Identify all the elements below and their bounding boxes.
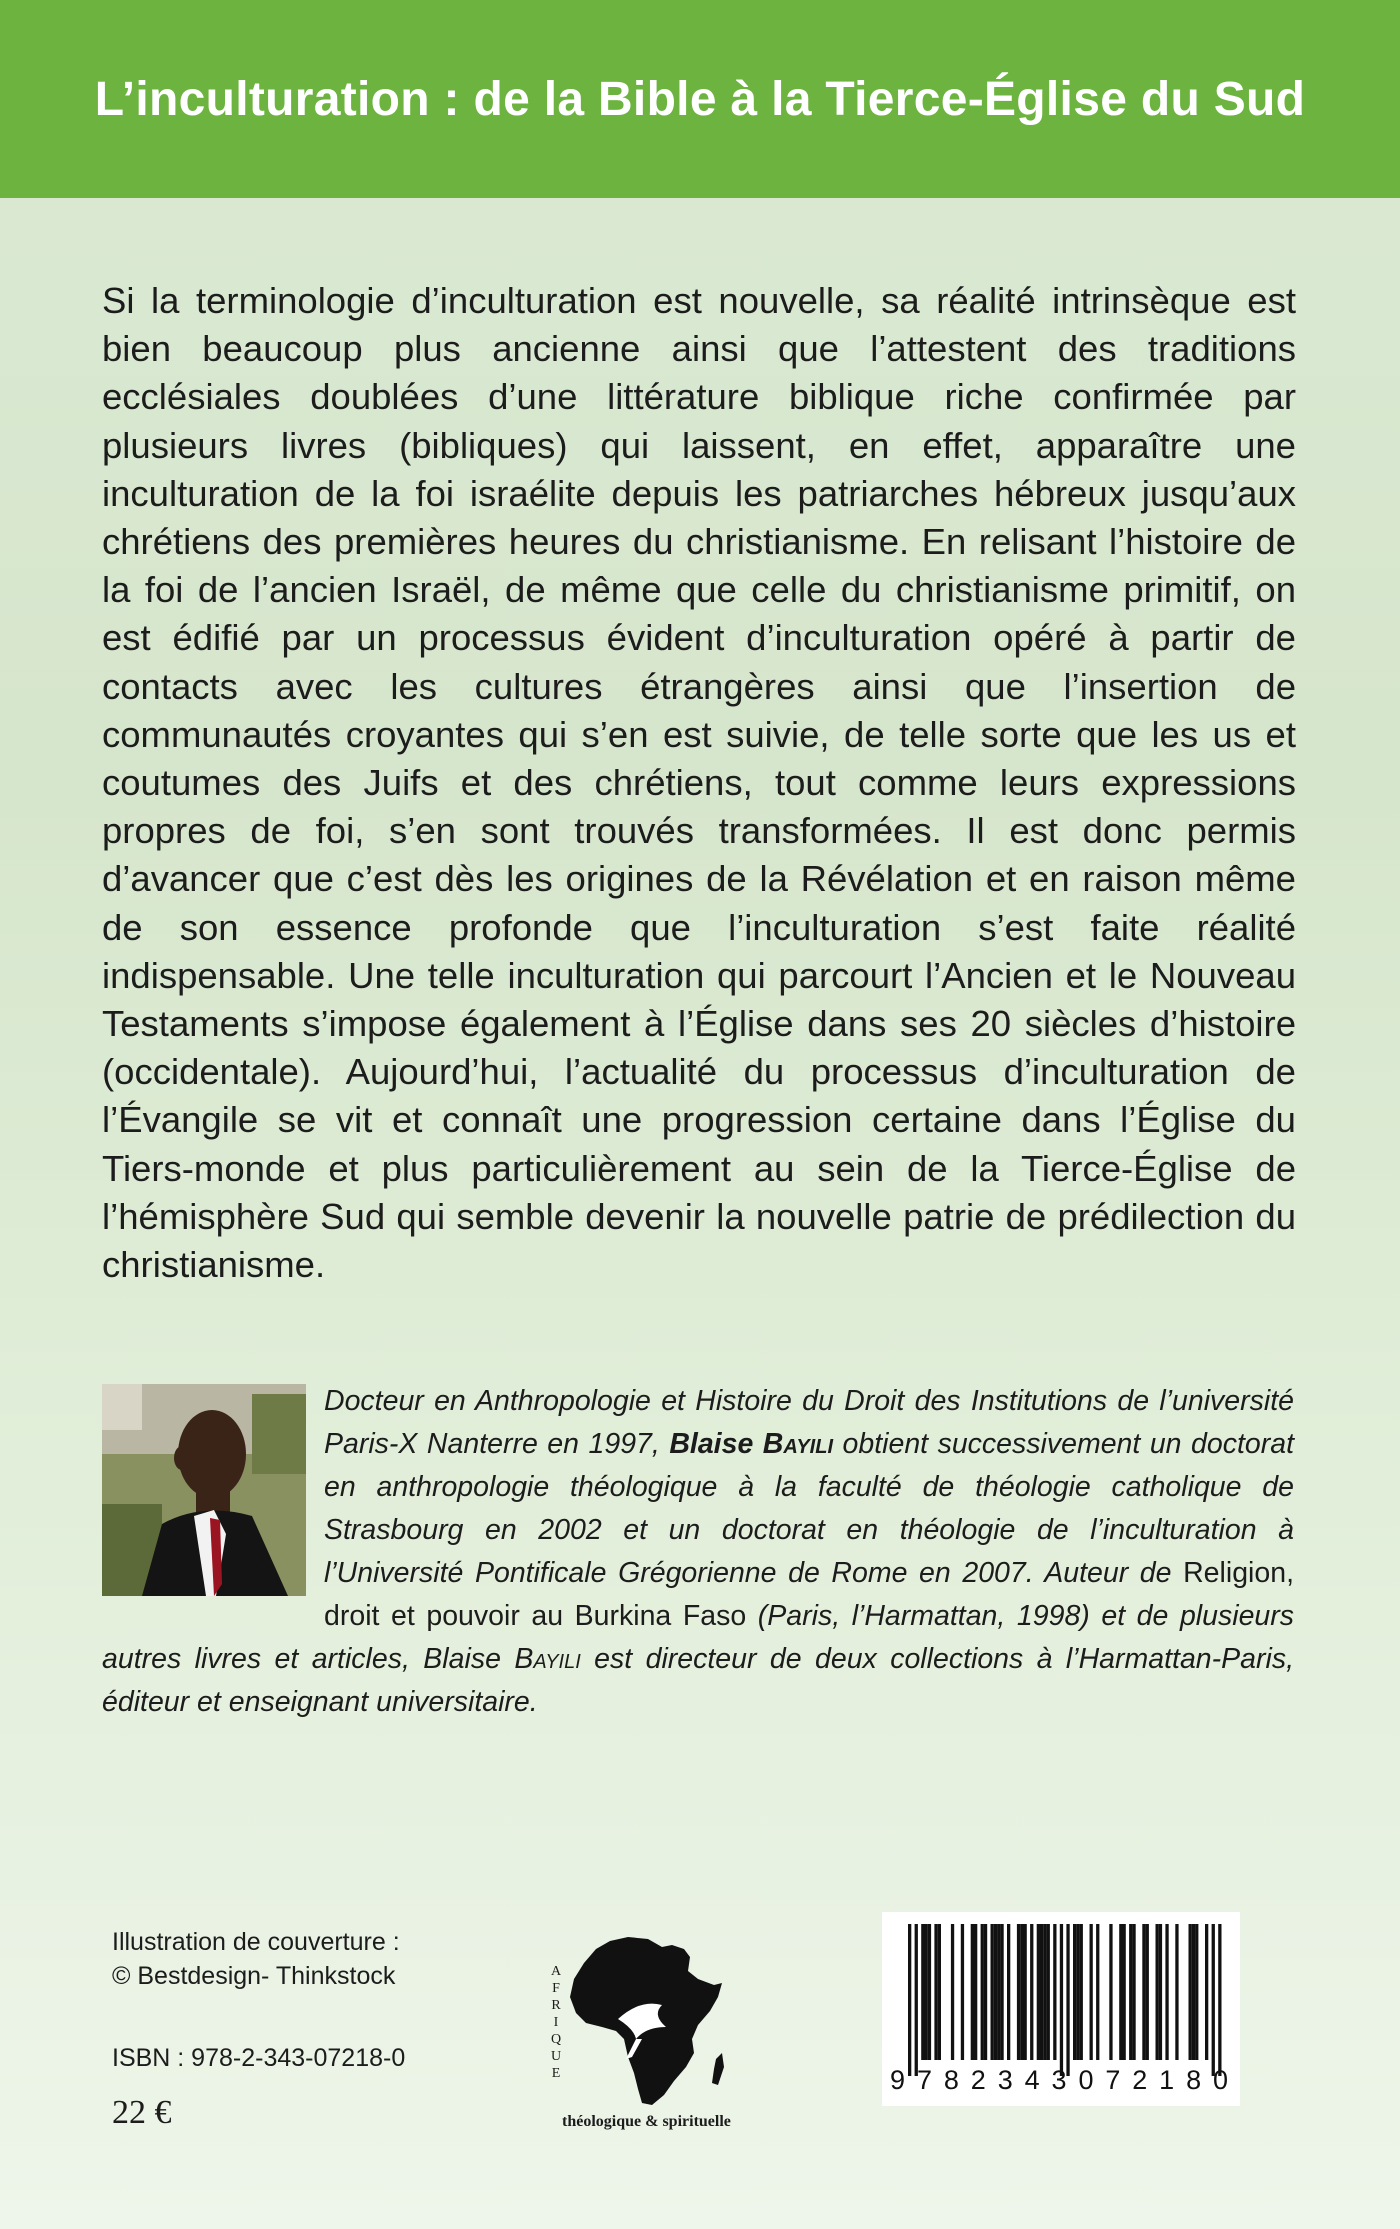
- barcode-bar: [925, 1924, 928, 2060]
- barcode-bar: [1000, 1924, 1003, 2060]
- barcode-digit: 0: [1212, 2065, 1229, 2095]
- barcode-bar: [1175, 1924, 1178, 2060]
- barcode-digit: 4: [1024, 2065, 1040, 2095]
- book-title: L’inculturation : de la Bible à la Tierce-Église du Sud: [94, 72, 1306, 126]
- barcode-bar: [928, 1924, 931, 2060]
- credits-source: © Bestdesign- Thinkstock: [112, 1962, 396, 1990]
- barcode-bar: [1080, 1924, 1083, 2060]
- author-biography: [102, 1380, 1294, 1724]
- author-last-name-2: Bayili: [514, 1643, 581, 1675]
- barcode-bar: [1146, 1924, 1149, 2060]
- bio-text-2: obtient successivement un doctorat en anthropologie théologique à la faculté de théologie catholique de Strasbourg en 2002 et un doctorat en théologie de l’inculturation à l’Université Pontificale Grégorienne de Rome en 2007. Auteur de: [324, 1428, 1294, 1589]
- barcode-bar: [1017, 1924, 1020, 2060]
- barcode-bar: [974, 1924, 977, 2060]
- author-last-name: Bayili: [762, 1428, 834, 1460]
- barcode-bar: [1123, 1924, 1126, 2060]
- isbn-barcode: [882, 1912, 1240, 2106]
- barcode-bar: [1090, 1924, 1093, 2060]
- title-banner: [0, 0, 1400, 198]
- bio-text-3: (Paris, l’Harmattan, 1998) et de plusieurs autres livres et articles, Blaise: [102, 1600, 1295, 1675]
- logo-letter: U: [550, 2049, 562, 2064]
- barcode-bar: [1096, 1924, 1099, 2060]
- barcode-bar: [1109, 1924, 1112, 2060]
- collection-logo: [548, 1935, 748, 2150]
- bio-text-1: Docteur en Anthropologie et Histoire du Droit des Institutions de l’université Paris-X Nanterre en 1997,: [324, 1385, 1294, 1460]
- barcode-right-group: [1073, 2065, 1234, 2096]
- barcode-digit: 3: [997, 2065, 1013, 2095]
- barcode-bar: [991, 1924, 994, 2060]
- barcode-bar: [1159, 1924, 1162, 2060]
- barcode-digit: 2: [970, 2065, 986, 2095]
- isbn: ISBN : 978-2-343-07218-0: [112, 2044, 406, 2072]
- barcode-digit: 0: [1078, 2065, 1094, 2095]
- book-summary: Si la terminologie d’inculturation est nouvelle, sa réalité intrinsèque est bien beaucoup plus ancienne ainsi que l’attestent des traditions ecclésiales doublées d’une littérature biblique riche confirmée par plusieurs livres (bibliques) qui laissent, en effet, apparaître une inculturation de la foi israélite depuis les patriarches hébreux jusqu’aux chrétiens des premières heures du christianisme. En relisant l’histoire de la foi de l’ancien Israël, de même que celle du christianisme primitif, on est édifié par un processus évident d’inculturation opéré à partir de contacts avec les cultures étrangères ainsi que l’insertion de communautés croyantes qui s’en est suivie, de telle sorte que les us et coutumes des Juifs et des chrétiens, tout comme leurs expressions propres de foi, s’en sont trouvés transformées. Il est donc permis d’avancer que c’est dès les origines de la Révélation et en raison même de son essence profonde que l’inculturation s’est faite réalité indispensable. Une telle inculturation qui parcourt l’Ancien et le Nouveau Testaments s’impose également à l’Église dans ses 20 siècles d’histoire (occidentale). Aujourd’hui, l’actualité du processus d’inculturation de l’Évangile se vit et connaît une progression certaine dans l’Église du Tiers-monde et plus particulièrement au sein de la Tierce-Église de l’hémisphère Sud qui semble devenir la nouvelle patrie de prédilection du christianisme.: [102, 280, 1296, 1286]
- barcode-digit: 3: [1051, 2065, 1067, 2095]
- barcode-lead-digit: 9: [890, 2065, 906, 2095]
- barcode-bar: [1020, 1924, 1023, 2060]
- barcode-digit: 7: [916, 2065, 932, 2095]
- credits-label: Illustration de couverture :: [112, 1928, 400, 1956]
- barcode-bar: [921, 1924, 924, 2060]
- barcode-bar: [994, 1924, 997, 2060]
- barcode-bar: [1053, 1924, 1056, 2060]
- barcode-digit: 8: [1186, 2065, 1202, 2095]
- logo-letter: A: [550, 1964, 562, 1979]
- barcode-bar: [938, 1924, 941, 2060]
- barcode-bar: [1165, 1924, 1168, 2060]
- barcode-bar: [908, 1924, 911, 2076]
- barcode-bar: [997, 1924, 1000, 2060]
- barcode-bar: [1195, 1924, 1198, 2060]
- barcode-bar: [1040, 1924, 1043, 2060]
- barcode-bar: [1076, 1924, 1079, 2060]
- barcode-bar: [1218, 1924, 1221, 2076]
- barcode-bar: [1037, 1924, 1040, 2060]
- barcode-bar: [934, 1924, 937, 2060]
- cited-book-title: Religion, droit et pouvoir au Burkina Faso: [324, 1557, 1294, 1632]
- africa-map-icon: [566, 1935, 726, 2111]
- photo-spacer: [102, 1380, 324, 1625]
- logo-letter: F: [552, 1981, 560, 1996]
- barcode-bar: [1073, 1924, 1076, 2060]
- barcode-bar: [1119, 1924, 1122, 2060]
- bio-text-4: est directeur de deux collections à l’Harmattan-Paris, éditeur et enseignant universitaire.: [102, 1643, 1294, 1718]
- barcode-bar: [1189, 1924, 1192, 2060]
- cover-credits: [112, 1925, 400, 1993]
- barcode-bar: [1205, 1924, 1208, 2060]
- barcode-bar: [981, 1924, 984, 2060]
- logo-letter: Q: [550, 2032, 562, 2047]
- collection-caption: théologique & spirituelle: [562, 2113, 731, 2130]
- barcode-bar: [971, 1924, 974, 2060]
- barcode-bar: [984, 1924, 987, 2060]
- barcode-digit: 7: [1105, 2065, 1121, 2095]
- barcode-digit: 2: [1132, 2065, 1148, 2095]
- barcode-bar: [1047, 1924, 1050, 2060]
- barcode-bar: [1043, 1924, 1046, 2060]
- logo-letter: R: [551, 1998, 561, 2013]
- barcode-bar: [1129, 1924, 1132, 2060]
- barcode-bar: [961, 1924, 964, 2060]
- barcode-digit: 1: [1159, 2065, 1175, 2095]
- barcode-bar: [1066, 1924, 1069, 2076]
- author-first-name: Blaise: [669, 1428, 763, 1460]
- barcode-left-group: [911, 2065, 1072, 2096]
- price: 22 €: [112, 2094, 172, 2131]
- barcode-bar: [1192, 1924, 1195, 2060]
- barcode-bar: [1030, 1924, 1033, 2060]
- logo-letter: I: [553, 2015, 559, 2030]
- barcode-bar: [1212, 1924, 1215, 2076]
- barcode-bar: [915, 1924, 918, 2076]
- barcode-bar: [1132, 1924, 1135, 2060]
- barcode-bar: [1007, 1924, 1010, 2060]
- barcode-bar: [1024, 1924, 1027, 2060]
- collection-vertical-word: [548, 1963, 564, 2082]
- barcode-bar: [951, 1924, 954, 2060]
- barcode-bar: [1156, 1924, 1159, 2060]
- logo-letter: E: [551, 2066, 561, 2081]
- barcode-digits: [890, 2065, 1234, 2096]
- barcode-digit: 8: [943, 2065, 959, 2095]
- barcode-bar: [1142, 1924, 1145, 2060]
- barcode-bar: [1060, 1924, 1063, 2076]
- author-name: [669, 1428, 833, 1460]
